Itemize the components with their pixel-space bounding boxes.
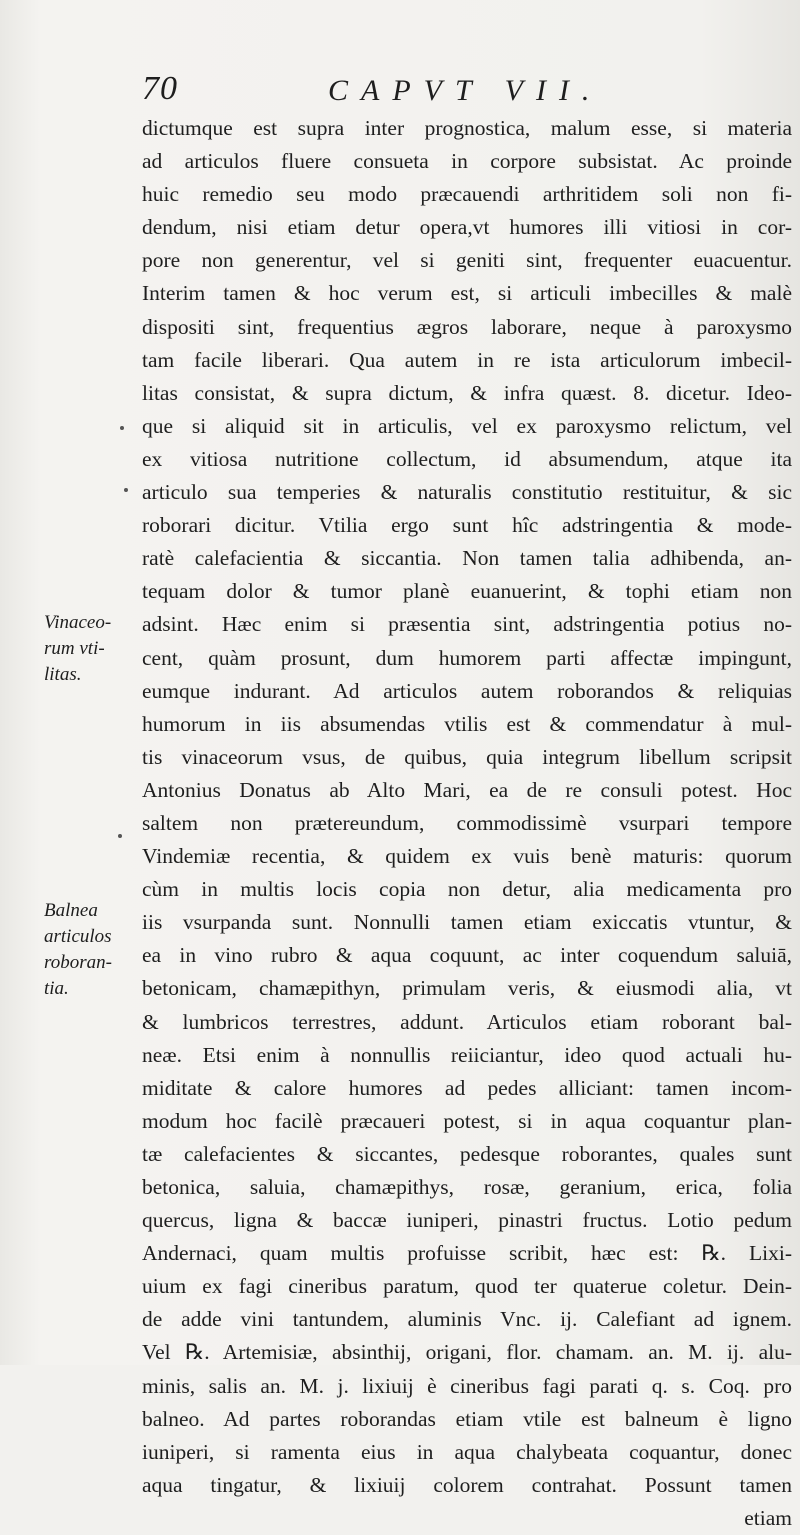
text-line: iuniperi, si ramenta eius in aqua chalybeata coquantur, donec <box>142 1439 792 1464</box>
text-line: minis, salis an. M. j. lixiuij è cineribus fagi parati q. s. Coq. pro <box>142 1373 792 1398</box>
text-line: litas consistat, & supra dictum, & infra quæst. 8. dicetur. Ideo- <box>142 380 792 405</box>
ink-speck <box>124 488 128 492</box>
text-line: ex vitiosa nutritione collectum, id absumendum, atque ita <box>142 446 792 471</box>
running-head <box>142 70 772 114</box>
text-line: tis vinaceorum vsus, de quibus, quia integrum libellum scripsit <box>142 744 792 769</box>
text-line: dispositi sint, frequentius ægros laborare, neque à paroxysmo <box>142 314 792 339</box>
margin-note-balnea: Balnea articulos roboran- tia. <box>44 900 112 999</box>
text-line: Vel ℞. Artemisiæ, absinthij, origani, flor. chamam. an. M. ij. alu- <box>142 1340 792 1365</box>
text-line: ea in vino rubro & aqua coquunt, ac inter coquendum saluiā, <box>142 943 792 968</box>
ink-speck <box>120 426 124 430</box>
text-line: dictumque est supra inter prognostica, malum esse, si materia <box>142 116 792 140</box>
text-line: tequam dolor & tumor planè euanuerint, & tophi etiam non <box>142 579 792 604</box>
text-line: & lumbricos terrestres, addunt. Articulos etiam roborant bal- <box>142 1009 792 1034</box>
text-line: huic remedio seu modo præcauendi arthritidem soli non fi- <box>142 182 792 207</box>
text-line: Antonius Donatus ab Alto Mari, ea de re consuli potest. Hoc <box>142 777 792 802</box>
ink-speck <box>118 834 122 838</box>
text-line: adsint. Hæc enim si præsentia sint, adstringentia potius no- <box>142 612 792 637</box>
text-line: iis vsurpanda sunt. Nonnulli tamen etiam exiccatis vtuntur, & <box>142 910 792 935</box>
text-line: betonica, saluia, chamæpithys, rosæ, geranium, erica, folia <box>142 1175 792 1199</box>
text-line: balneo. Ad partes roborandas etiam vtile est balneum è ligno <box>142 1406 792 1431</box>
text-line: aqua tingatur, & lixiuij colorem contrahat. Possunt tamen <box>142 1472 792 1497</box>
text-line: saltem non prætereundum, commodissimè vsurpari tempore <box>142 810 792 835</box>
text-line: neæ. Etsi enim à nonnullis reiiciantur, ideo quod actuali hu- <box>142 1042 792 1067</box>
text-line: roborari dicitur. Vtilia ergo sunt hîc adstringentia & mode- <box>142 513 792 538</box>
text-line: pore non generentur, vel si geniti sint, frequenter euacuentur. <box>142 248 792 273</box>
text-line: Vindemiæ recentia, & quidem ex vuis benè maturis: quorum <box>142 844 792 869</box>
text-line: ad articulos fluere consueta in corpore subsistat. Ac proinde <box>142 149 792 174</box>
text-line: betonicam, chamæpithyn, primulam veris, & eiusmodi alia, vt <box>142 976 792 1001</box>
text-line: modum hoc facilè præcaueri potest, si in aqua coquantur plan- <box>142 1108 792 1133</box>
text-line: articulo sua temperies & naturalis constitutio restituitur, & sic <box>142 480 792 505</box>
chapter-title: CAPVT VII. <box>328 74 603 107</box>
text-line: etiam <box>744 1505 792 1530</box>
text-line: ratè calefacientia & siccantia. Non tamen talia adhibenda, an- <box>142 546 792 571</box>
text-line: uium ex fagi cineribus paratum, quod ter quaterue coletur. Dein- <box>142 1274 792 1299</box>
text-line: cent, quàm prosunt, dum humorem parti affectæ impingunt, <box>142 645 792 670</box>
text-line: Interim tamen & hoc verum est, si articuli imbecilles & malè <box>142 281 792 306</box>
page-number: 70 <box>142 70 178 107</box>
text-line: eumque indurant. Ad articulos autem roborandos & reliquias <box>142 678 792 703</box>
text-line: dendum, nisi etiam detur opera,vt humores illi vitiosi in cor- <box>142 215 792 240</box>
text-line: quercus, ligna & baccæ iuniperi, pinastri fructus. Lotio pedum <box>142 1208 792 1233</box>
text-line: miditate & calore humores ad pedes alliciant: tamen incom- <box>142 1075 792 1100</box>
text-line: cùm in multis locis copia non detur, alia medicamenta pro <box>142 877 792 902</box>
text-line: Andernaci, quam multis profuisse scribit, hæc est: ℞. Lixi- <box>142 1241 792 1266</box>
margin-note-vinaceorum: Vinaceo- rum vti- litas. <box>44 612 112 685</box>
text-line: humorum in iis absumendas vtilis est & commendatur à mul- <box>142 711 792 736</box>
text-line: tam facile liberari. Qua autem in re ista articulorum imbecil- <box>142 347 792 372</box>
body-text <box>142 112 792 1535</box>
text-line: tæ calefacientes & siccantes, pedesque roborantes, quales sunt <box>142 1141 792 1166</box>
text-line: que si aliquid sit in articulis, vel ex paroxysmo relictum, vel <box>142 413 792 438</box>
text-line: de adde vini tantundem, aluminis Vnc. ij. Calefiant ad ignem. <box>142 1307 792 1332</box>
